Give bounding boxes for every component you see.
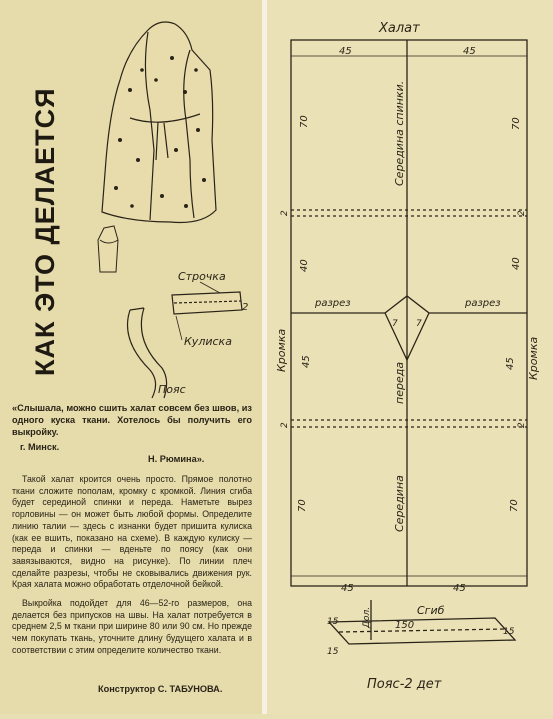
article-title-text: КАК ЭТО ДЕЛАЕТСЯ [30, 87, 60, 376]
belt-fold-label: Сгиб [417, 604, 445, 617]
dim-bottom-left-45: 45 [341, 583, 354, 594]
dim-left-2-a: 2 [280, 210, 290, 216]
dim-right-40: 40 [511, 257, 522, 270]
belt-dim-15-a: 15 [327, 617, 339, 627]
neck-dim-7-a: 7 [392, 319, 398, 329]
belt-dim-15-b: 15 [327, 647, 339, 657]
belt-label: Пояс [158, 383, 186, 396]
reader-city: г. Минск. [20, 442, 60, 452]
neck-dim-7-b: 7 [416, 319, 422, 329]
dim-top-left-45: 45 [339, 46, 352, 57]
belt-fold-line [339, 629, 505, 632]
dim-right-2-a: 2 [517, 210, 527, 216]
reader-letter: «Слышала, можно сшить халат совсем без швов, из одного куска ткани. Хотелось бы получить его выкройку. [12, 403, 252, 437]
robe-drawing [90, 10, 255, 400]
belt-length-150: 150 [395, 620, 415, 631]
selvage-label-left: Кромка [275, 328, 288, 372]
dim-right-45-mid: 45 [505, 357, 516, 370]
article-title [20, 56, 62, 386]
instructions-paragraph-2: Выкройка подойдет для 46—52-го размеров, она делается без припусков на швы. На халат потребуется в среднем 2,5 м ткани при ширине 80 или 90 см. Но прежде чем покупать ткань, уточните длину будущего халата и в соответствии с этим определите количество ткани. [12, 598, 252, 655]
pattern-title: Халат [379, 21, 420, 36]
dim-right-70-bottom: 70 [509, 499, 520, 512]
front-center-label: Середина [393, 475, 406, 532]
robe-figure [102, 22, 216, 223]
belt-caption: Пояс-2 дет [367, 677, 442, 692]
reader-name: Н. Рюмина». [148, 454, 205, 464]
dim-bottom-right-45: 45 [453, 583, 466, 594]
back-center-label: Середина спинки. [393, 80, 406, 186]
belt-grain-label: Дол. [362, 606, 372, 628]
designer-signature: Конструктор С. ТАБУНОВА. [98, 684, 223, 694]
dim-right-70-top: 70 [511, 117, 522, 130]
pattern-drawing [267, 0, 553, 714]
dim-left-70-bottom: 70 [297, 499, 308, 512]
dim-top-right-45: 45 [463, 46, 476, 57]
stitch-leader [200, 282, 220, 293]
dim-left-40: 40 [299, 259, 310, 272]
casing-leader [176, 316, 182, 340]
slit-label-left: разрез [315, 298, 351, 309]
dim-left-70-top: 70 [299, 115, 310, 128]
dim-left-2-b: 2 [280, 422, 290, 428]
selvage-label-right: Кромка [527, 336, 540, 380]
belt-dim-15-c: 15 [503, 627, 515, 637]
small-dress [98, 226, 118, 272]
slit-label-right: разрез [465, 298, 501, 309]
sewing-pattern [267, 0, 553, 714]
casing-dim: 2 [242, 302, 249, 313]
casing-label: Кулиска [184, 335, 232, 348]
belt-piece [329, 618, 515, 644]
pattern-lines [291, 40, 527, 644]
stitch-label: Строчка [178, 270, 226, 283]
dim-right-2-b: 2 [517, 422, 527, 428]
instructions-paragraph-1: Такой халат кроится очень просто. Прямое полотно ткани сложите пополам, кромку с кромкой. Линия сгиба будет серединой спинки и переда. Наметьте вырез горловины — он может быть любой формы. Определите линию талии — здесь с изнанки будет пришита кулиска (как ее вшить, показано на схеме). В каждую кулиску — переда и спинки — вденьте по поясу (как они завязываются, видно на рисунке). По линии плеч сделайте разрезы, чтобы не сковывались движения рук. Края халата можно обработать отделочной бейкой. [12, 474, 252, 590]
article-title-svg [20, 56, 62, 386]
front-label: переда [393, 361, 406, 404]
robe-illustration [90, 10, 255, 400]
dim-left-45-mid: 45 [301, 355, 312, 368]
